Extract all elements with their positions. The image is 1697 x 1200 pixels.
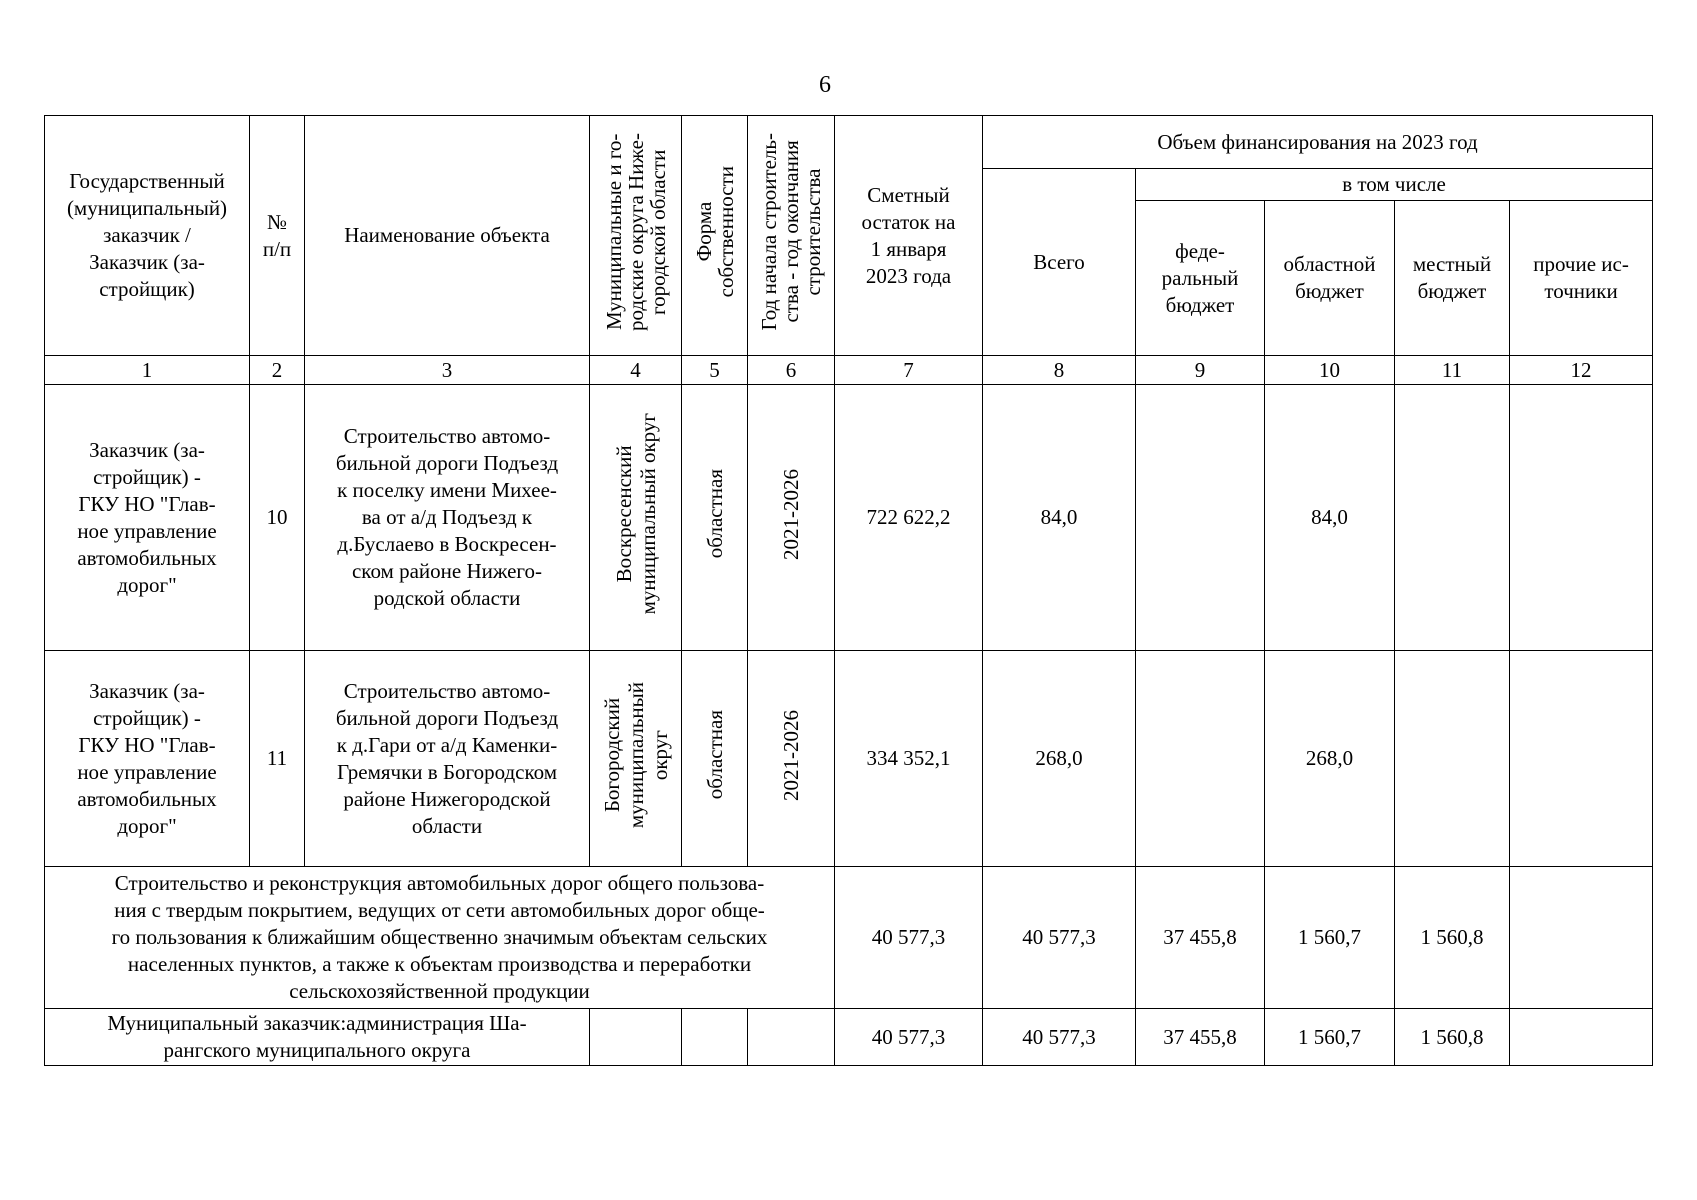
row-remainder: 722 622,2: [835, 385, 983, 651]
row-number: 11: [250, 651, 305, 867]
row-object-name: Строительство автомо- бильной дороги Подъезд к поселку имени Михее- ва от а/д Подъезд к д.Буслаево в Воскресен- ском районе Нижего- родской области: [305, 385, 590, 651]
row-remainder: 334 352,1: [835, 651, 983, 867]
municipal-row: [45, 1009, 1653, 1066]
header-customer: Государственный (муниципальный) заказчик / Заказчик (за- стройщик): [45, 116, 250, 356]
municipal-district: [590, 1009, 682, 1066]
municipal-title: Муниципальный заказчик:администрация Ша- рангского муниципального округа: [45, 1009, 590, 1066]
page-number: 6: [819, 72, 831, 98]
row-object-name: Строительство автомо- бильной дороги Подъезд к д.Гари от а/д Каменки- Гремячки в Богородском районе Нижегородской области: [305, 651, 590, 867]
row-years-cell: [748, 651, 835, 867]
row-ownership-cell: [682, 651, 748, 867]
header-row-1: [45, 116, 1653, 169]
column-number: 9: [1136, 356, 1265, 385]
column-number: 11: [1395, 356, 1510, 385]
section-other: [1510, 867, 1653, 1009]
header-district-cell: [590, 116, 682, 356]
header-other: прочие ис- точники: [1510, 201, 1653, 356]
municipal-total: 40 577,3: [983, 1009, 1136, 1066]
header-number: № п/п: [250, 116, 305, 356]
municipal-local: 1 560,8: [1395, 1009, 1510, 1066]
column-number: 1: [45, 356, 250, 385]
row-total: 268,0: [983, 651, 1136, 867]
municipal-years: [748, 1009, 835, 1066]
header-funding: Объем финансирования на 2023 год: [983, 116, 1653, 169]
column-number: 10: [1265, 356, 1395, 385]
column-number: 12: [1510, 356, 1653, 385]
row-number: 10: [250, 385, 305, 651]
row-regional: 84,0: [1265, 385, 1395, 651]
row-total: 84,0: [983, 385, 1136, 651]
row-other: [1510, 651, 1653, 867]
header-district: Муниципальные и го- родские округа Ниже- городской области: [601, 133, 670, 331]
table-row: [45, 385, 1653, 651]
column-number: 5: [682, 356, 748, 385]
row-federal: [1136, 385, 1265, 651]
header-ownership-cell: [682, 116, 748, 356]
section-title: Строительство и реконструкция автомобильных дорог общего пользова- ния с твердым покрытием, ведущих от сети автомобильных дорог обще- го пользования к ближайшим общественно значимым объектам сельских населенных пунктов, а также к объектам производства и переработки сельскохозяйственной продукции: [45, 867, 835, 1009]
row-other: [1510, 385, 1653, 651]
section-regional: 1 560,7: [1265, 867, 1395, 1009]
row-ownership: областная: [702, 469, 727, 559]
header-including: в том числе: [1136, 169, 1653, 201]
row-local: [1395, 385, 1510, 651]
header-ownership: Форма собственности: [691, 166, 738, 298]
municipal-ownership: [682, 1009, 748, 1066]
row-ownership-cell: [682, 385, 748, 651]
section-local: 1 560,8: [1395, 867, 1510, 1009]
header-remainder: Сметный остаток на 1 января 2023 года: [835, 116, 983, 356]
row-district-cell: [590, 385, 682, 651]
row-federal: [1136, 651, 1265, 867]
row-customer: Заказчик (за- стройщик) - ГКУ НО "Глав- ное управление автомобильных дорог": [45, 385, 250, 651]
row-regional: 268,0: [1265, 651, 1395, 867]
header-regional: областной бюджет: [1265, 201, 1395, 356]
header-object-name: Наименование объекта: [305, 116, 590, 356]
row-ownership: областная: [702, 710, 727, 800]
header-years: Год начала строитель- ства - год окончания строительства: [757, 133, 825, 331]
row-years-cell: [748, 385, 835, 651]
section-total: 40 577,3: [983, 867, 1136, 1009]
column-number-row: [45, 356, 1653, 385]
row-district: Воскресенский муниципальный округ: [611, 413, 660, 615]
column-number: 4: [590, 356, 682, 385]
header-total: Всего: [983, 169, 1136, 356]
municipal-remainder: 40 577,3: [835, 1009, 983, 1066]
column-number: 2: [250, 356, 305, 385]
row-district: Богородский муниципальный округ: [599, 681, 672, 829]
column-number: 6: [748, 356, 835, 385]
header-federal: феде- ральный бюджет: [1136, 201, 1265, 356]
row-customer: Заказчик (за- стройщик) - ГКУ НО "Глав- ное управление автомобильных дорог": [45, 651, 250, 867]
column-number: 7: [835, 356, 983, 385]
section-row: [45, 867, 1653, 1009]
municipal-federal: 37 455,8: [1136, 1009, 1265, 1066]
header-years-cell: [748, 116, 835, 356]
municipal-regional: 1 560,7: [1265, 1009, 1395, 1066]
row-years: 2021-2026: [779, 468, 803, 560]
column-number: 3: [305, 356, 590, 385]
section-federal: 37 455,8: [1136, 867, 1265, 1009]
row-district-cell: [590, 651, 682, 867]
column-number: 8: [983, 356, 1136, 385]
row-local: [1395, 651, 1510, 867]
funding-table: [44, 115, 1653, 1066]
row-years: 2021-2026: [779, 709, 803, 801]
municipal-other: [1510, 1009, 1653, 1066]
header-local: местный бюджет: [1395, 201, 1510, 356]
table-row: [45, 651, 1653, 867]
section-remainder: 40 577,3: [835, 867, 983, 1009]
